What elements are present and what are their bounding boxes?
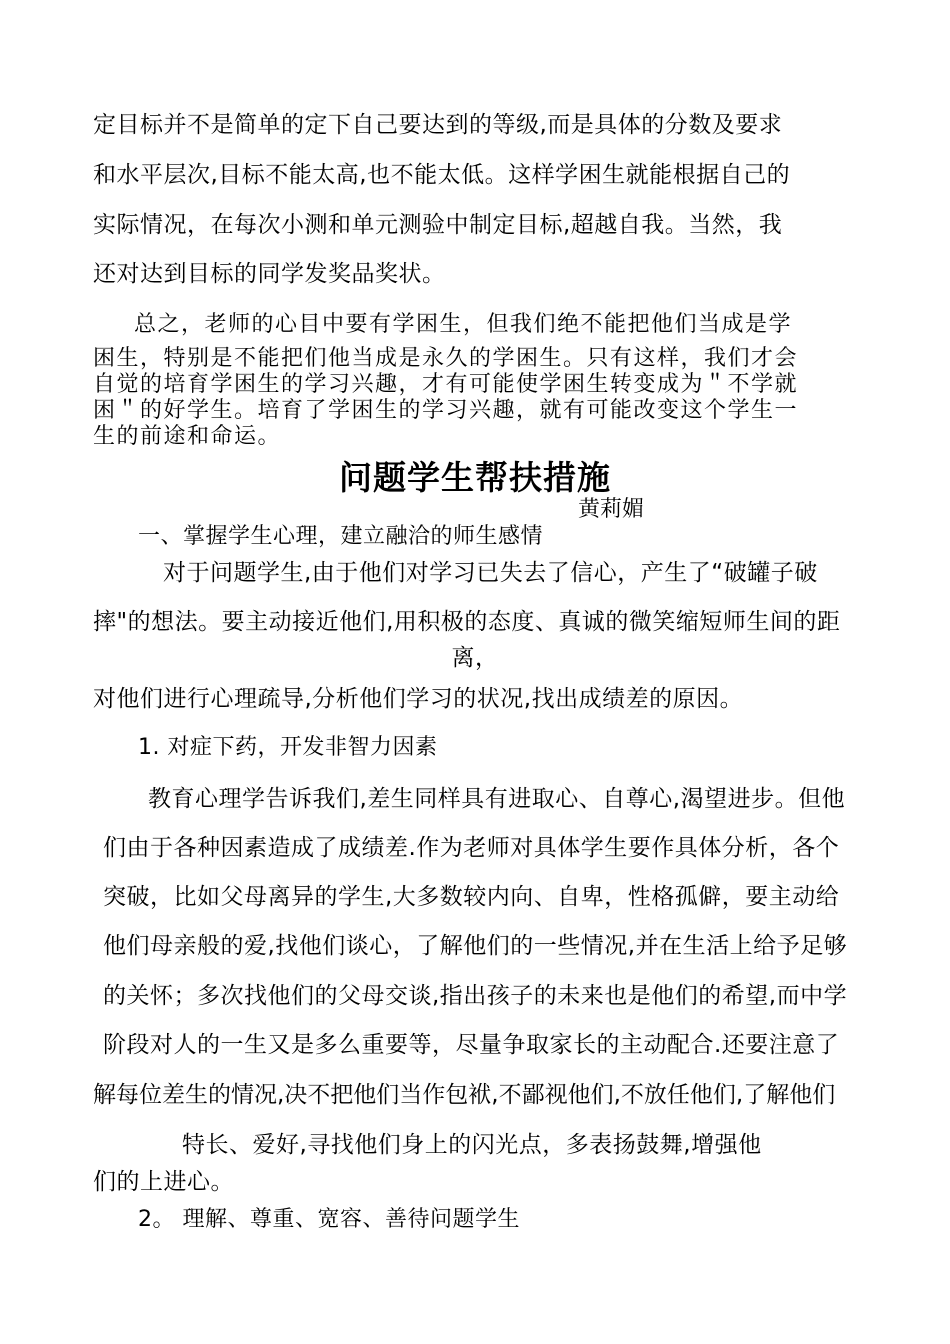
text-line: 生的前途和命运。 — [93, 424, 282, 449]
text-line: 们的上进心。 — [93, 1169, 234, 1195]
text-line: 的关怀；多次找他们的父母交谈,指出孩子的未来也是他们的希望,而中学 — [103, 983, 848, 1009]
section-heading: 1. 对症下药，开发非智力因素 — [138, 735, 438, 760]
text-line: 解每位差生的情况,决不把他们当作包袱,不鄙视他们,不放任他们,了解他们 — [93, 1082, 836, 1108]
page-title: 问题学生帮扶措施 — [339, 458, 611, 497]
author-name: 黄莉媚 — [578, 497, 645, 522]
text-line: 教育心理学告诉我们,差生同样具有进取心、自尊心,渴望进步。但他 — [148, 786, 846, 812]
text-line: 特长、爱好,寻找他们身上的闪光点，多表扬鼓舞,增强他 — [182, 1132, 762, 1158]
text-line: 还对达到目标的同学发奖品奖状。 — [93, 261, 446, 287]
text-line: 们由于各种因素造成了成绩差.作为老师对具体学生要作具体分析，各个 — [103, 835, 840, 861]
text-line: 和水平层次,目标不能太高,也不能太低。这样学困生就能根据自己的 — [93, 162, 791, 188]
text-line: 阶段对人的一生又是多么重要等，尽量争取家长的主动配合.还要注意了 — [103, 1032, 840, 1058]
text-line: 对于问题学生,由于他们对学习已失去了信心，产生了“破罐子破 — [163, 560, 818, 586]
section-heading: 2。 理解、尊重、宽容、善待问题学生 — [138, 1207, 520, 1232]
text-line: 实际情况，在每次小测和单元测验中制定目标,超越自我。当然，我 — [93, 212, 783, 238]
text-line: 他们母亲般的爱,找他们谈心，了解他们的一些情况,并在生活上给予足够 — [103, 933, 848, 959]
text-line: 困＂的好学生。培育了学困生的学习兴趣，就有可能改变这个学生一 — [93, 398, 799, 423]
text-line: 总之，老师的心目中要有学困生，但我们绝不能把他们当成是学 — [134, 312, 793, 337]
text-line: 突破，比如父母离异的学生,大多数较内向、自卑，性格孤僻，要主动给 — [103, 884, 840, 910]
text-line: 定目标并不是简单的定下自己要达到的等级,而是具体的分数及要求 — [93, 112, 783, 138]
text-line: 自觉的培育学困生的学习兴趣，才有可能使学困生转变成为＂不学就 — [93, 372, 799, 397]
text-line: 离， — [451, 645, 499, 671]
text-line: 困生，特别是不能把们他当成是永久的学困生。只有这样，我们才会 — [93, 346, 799, 371]
text-line: 摔"的想法。要主动接近他们,用积极的态度、真诚的微笑缩短师生间的距 — [93, 609, 841, 635]
section-heading: 一、掌握学生心理，建立融洽的师生感情 — [138, 524, 544, 549]
text-line: 对他们进行心理疏导,分析他们学习的状况,找出成绩差的原因。 — [93, 686, 744, 712]
